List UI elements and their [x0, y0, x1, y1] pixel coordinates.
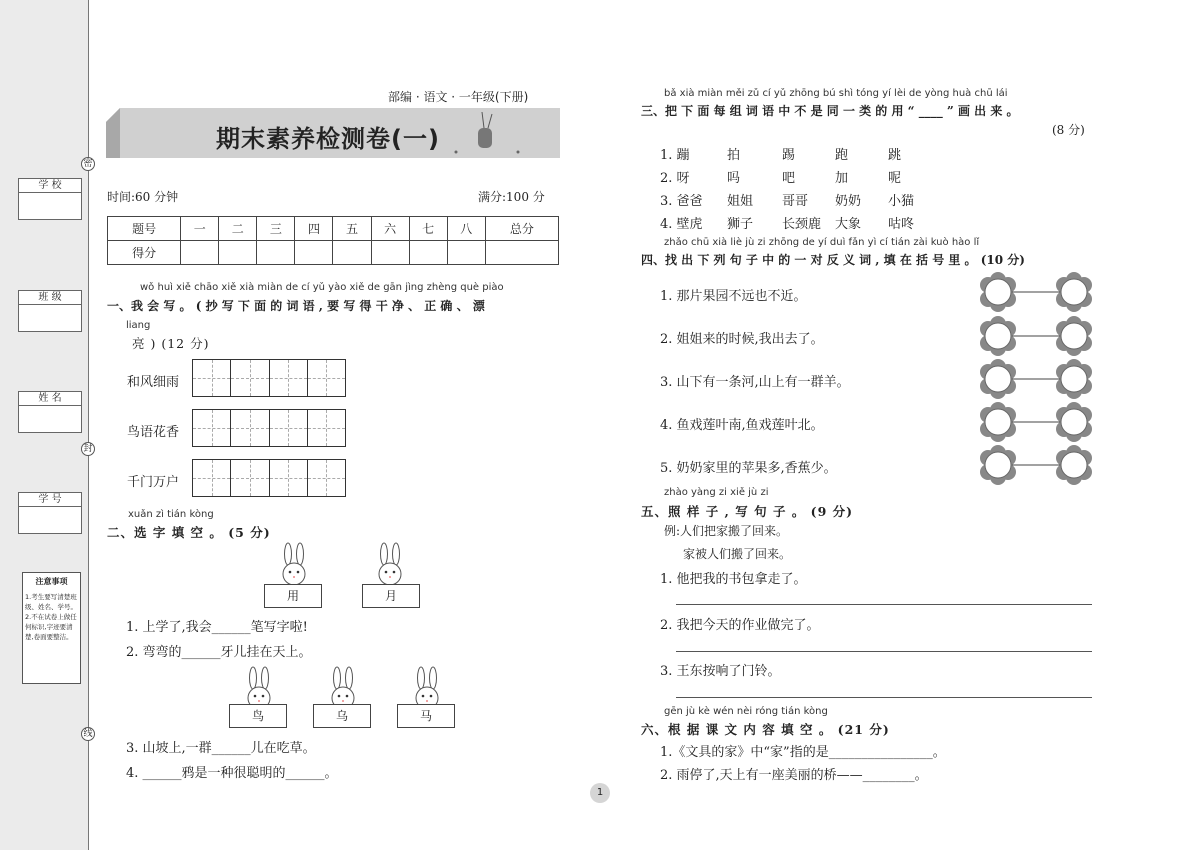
choice-card: 用: [264, 584, 322, 608]
q3-word: 跑: [835, 148, 849, 163]
name-field[interactable]: [19, 406, 81, 432]
class-box: [18, 290, 82, 332]
score-input-cell[interactable]: [181, 241, 219, 265]
flower-pair: [980, 445, 1092, 485]
q3-word: 小猫: [888, 194, 915, 209]
score-table-cell: 六: [371, 217, 409, 241]
score-table-cell: 一: [181, 217, 219, 241]
score-input-cell[interactable]: [409, 241, 447, 265]
class-field[interactable]: [19, 305, 81, 331]
score-input-cell[interactable]: [257, 241, 295, 265]
q3-word: 狮子: [727, 217, 754, 232]
writing-grid[interactable]: [192, 359, 346, 397]
flower-icon[interactable]: [980, 402, 1016, 442]
q3-word: 1. 蹦: [660, 148, 690, 163]
word-label: 鸟语花香: [127, 425, 180, 440]
time-label: 时间:60 分钟: [107, 190, 179, 204]
q3-word: 4. 壁虎: [660, 217, 703, 232]
score-input-cell[interactable]: [219, 241, 257, 265]
q5-sentence: 3. 王东按响了门铃。: [660, 664, 781, 679]
q5-pinyin: zhào yàng zi xiě jù zi: [664, 487, 769, 498]
word-label: 千门万户: [127, 475, 180, 490]
q3-word: 长颈鹿: [782, 217, 822, 232]
q3-word: 大象: [835, 217, 862, 232]
q2-sentence: 4. ______鸦是一种很聪明的______。: [126, 766, 338, 781]
q2-pinyin: xuǎn zì tián kòng: [128, 509, 214, 520]
q3-word: 吗: [727, 171, 741, 186]
score-table-header-row: [108, 217, 559, 241]
score-table-cell: 八: [447, 217, 485, 241]
q4-title: 四、找 出 下 列 句 子 中 的 一 对 反 义 词 , 填 在 括 号 里 。 (10 分): [641, 253, 1025, 267]
q5-sentence: 1. 他把我的书包拿走了。: [660, 572, 807, 587]
score-table: [107, 216, 559, 265]
flower-icon[interactable]: [1056, 402, 1092, 442]
seal-mark-xian: 线: [81, 727, 95, 741]
notes-box: [22, 572, 81, 684]
seal-mark-mi: 密: [81, 157, 95, 171]
school-box: [18, 178, 82, 220]
answer-line[interactable]: [676, 604, 1092, 605]
q3-word: 拍: [727, 148, 741, 163]
q6-sentence: 2. 雨停了,天上有一座美丽的桥——________。: [660, 768, 928, 783]
flower-pair: [980, 359, 1092, 399]
q2-title: 二、选 字 填 空 。 (5 分): [107, 525, 271, 540]
notes-title: 注意事项: [35, 577, 68, 586]
q6-sentence: 1.《文具的家》中“家”指的是________________。: [660, 745, 946, 760]
rabbit-icon: [276, 542, 312, 586]
student-id-label: 学 号: [19, 493, 81, 507]
q6-title: 六、根 据 课 文 内 容 填 空 。 (21 分): [641, 722, 890, 737]
score-table-cell: 题号: [108, 217, 181, 241]
q1-title-2: 亮 ) (12 分): [132, 336, 210, 351]
q3-title: 三、把 下 面 每 组 词 语 中 不 是 同 一 类 的 用 “ ____ ” 画 出 来 。: [641, 104, 1019, 118]
flower-icon[interactable]: [1056, 359, 1092, 399]
score-table-cell: 四: [295, 217, 333, 241]
answer-line[interactable]: [676, 651, 1092, 652]
notes-body: 1.考生要写清楚班级、姓名、学号。2.不在试卷上做任何标识,字迹要清楚,卷面要整洁。: [25, 593, 77, 641]
choice-card: 马: [397, 704, 455, 728]
q5-sentence: 2. 我把今天的作业做完了。: [660, 618, 820, 633]
q4-sentence: 3. 山下有一条河,山上有一群羊。: [660, 375, 850, 390]
word-label: 和风细雨: [127, 375, 180, 390]
name-label: 姓 名: [19, 392, 81, 406]
class-label: 班 级: [19, 291, 81, 305]
score-table-cell: 五: [333, 217, 371, 241]
q5-example-result: 家被人们搬了回来。: [683, 547, 792, 561]
q5-title: 五、照 样 子 , 写 句 子 。 (9 分): [641, 504, 854, 519]
rabbit-icon: [372, 542, 408, 586]
choice-card: 乌: [313, 704, 371, 728]
flower-pairs: [976, 270, 1096, 492]
flower-pair: [980, 402, 1092, 442]
q3-word: 呢: [888, 171, 902, 186]
score-input-cell[interactable]: [333, 241, 371, 265]
student-id-field[interactable]: [19, 507, 81, 533]
seal-mark-feng: 封: [81, 442, 95, 456]
school-field[interactable]: [19, 193, 81, 219]
q3-word: 奶奶: [835, 194, 862, 209]
q3-word: 跳: [888, 148, 902, 163]
score-input-cell[interactable]: [447, 241, 485, 265]
q3-word: 3. 爸爸: [660, 194, 703, 209]
q3-word: 吧: [782, 171, 796, 186]
choice-card: 月: [362, 584, 420, 608]
choice-card: 鸟: [229, 704, 287, 728]
q3-pinyin: bǎ xià miàn měi zǔ cí yǔ zhōng bú shì tóng yí lèi de yòng huà chū lái: [664, 88, 1008, 99]
flower-pair: [980, 316, 1092, 356]
score-table-cell: 七: [409, 217, 447, 241]
q2-sentence: 1. 上学了,我会______笔写字啦!: [126, 620, 308, 635]
score-table-score-row: [108, 241, 559, 265]
q4-sentence: 5. 奶奶家里的苹果多,香蕉少。: [660, 461, 837, 476]
student-id-box: [18, 492, 82, 534]
q3-word: 哥哥: [782, 194, 809, 209]
flower-icon[interactable]: [980, 445, 1016, 485]
q4-sentence: 4. 鱼戏莲叶南,鱼戏莲叶北。: [660, 418, 824, 433]
q3-word: 2. 呀: [660, 171, 690, 186]
q4-sentence: 1. 那片果园不远也不近。: [660, 289, 807, 304]
flower-icon[interactable]: [980, 272, 1016, 312]
flower-pair: [980, 272, 1092, 312]
q3-word: 踢: [782, 148, 796, 163]
page-title: 期末素养检测卷(一): [216, 125, 440, 153]
page-number: 1: [590, 783, 610, 803]
q6-pinyin: gēn jù kè wén nèi róng tián kòng: [664, 706, 828, 717]
flower-icon[interactable]: [1056, 445, 1092, 485]
score-table-cell: 三: [257, 217, 295, 241]
score-table-cell: 二: [219, 217, 257, 241]
q5-example: 例:人们把家搬了回来。: [664, 524, 789, 538]
flower-icon[interactable]: [980, 359, 1016, 399]
series-label: 部编 · 语文 · 一年级(下册): [388, 90, 529, 104]
q4-sentence: 2. 姐姐来的时候,我出去了。: [660, 332, 824, 347]
answer-line[interactable]: [676, 697, 1092, 698]
flower-icon[interactable]: [1056, 316, 1092, 356]
q3-score: (8 分): [1052, 123, 1085, 137]
q1-pinyin: wǒ huì xiě chāo xiě xià miàn de cí yǔ yào xiě de gān jìng zhèng què piào: [140, 282, 504, 293]
score-table-cell: 得分: [108, 241, 181, 265]
score-input-cell[interactable]: [295, 241, 333, 265]
flower-icon[interactable]: [980, 316, 1016, 356]
name-box: [18, 391, 82, 433]
score-total-label: 满分:100 分: [478, 190, 545, 204]
writing-grid[interactable]: [192, 409, 346, 447]
binding-line: [88, 0, 89, 850]
q2-sentence: 3. 山坡上,一群______儿在吃草。: [126, 741, 316, 756]
score-input-cell[interactable]: [485, 241, 558, 265]
q4-pinyin: zhǎo chū xià liè jù zi zhōng de yí duì fǎn yì cí tián zài kuò hào lǐ: [664, 237, 980, 248]
score-table-cell: 总分: [485, 217, 558, 241]
title-banner: [106, 108, 560, 158]
q3-word: 咕咚: [888, 217, 915, 232]
q2-sentence: 2. 弯弯的______牙儿挂在天上。: [126, 645, 312, 660]
school-label: 学 校: [19, 179, 81, 193]
flower-icon[interactable]: [1056, 272, 1092, 312]
q1-title: 一、我 会 写 。 ( 抄 写 下 面 的 词 语 , 要 写 得 干 净 、 正 确 、 漂: [107, 299, 485, 313]
q3-word: 加: [835, 171, 849, 186]
writing-grid[interactable]: [192, 459, 346, 497]
q1-pinyin-2: liang: [126, 320, 151, 331]
q3-word: 姐姐: [727, 194, 754, 209]
score-input-cell[interactable]: [371, 241, 409, 265]
